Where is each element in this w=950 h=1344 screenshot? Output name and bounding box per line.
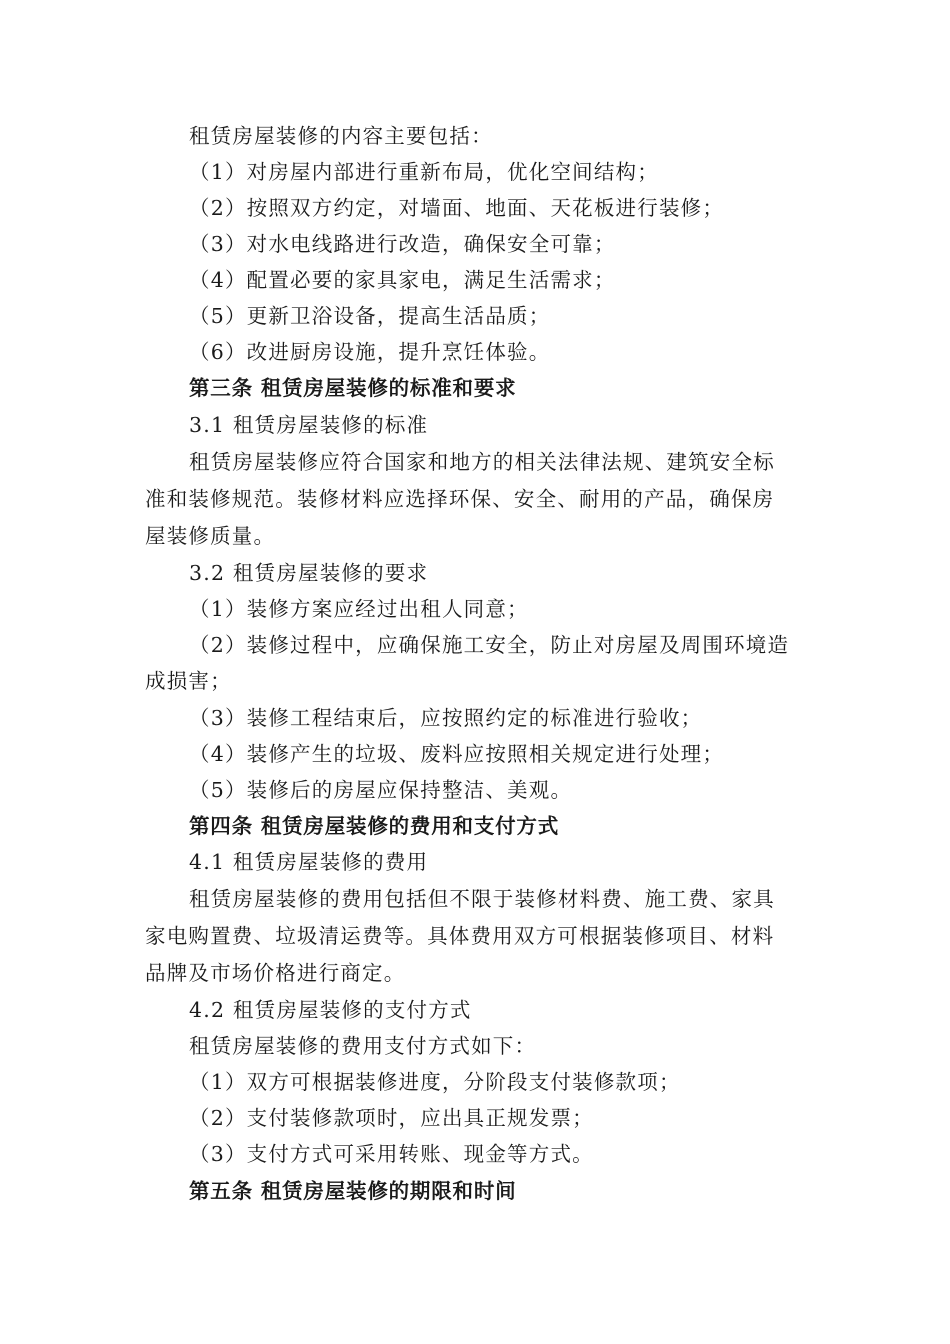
payment-item-3: （3）支付方式可采用转账、现金等方式。 [189,1142,594,1166]
content-item-2: （2）按照双方约定，对墙面、地面、天花板进行装修； [189,196,725,220]
section-3-1-line-1: 租赁房屋装修应符合国家和地方的相关法律法规、建筑安全标 [189,450,775,474]
section-4-1-line-3: 品牌及市场价格进行商定。 [145,961,406,985]
requirement-item-4: （4）装修产生的垃圾、废料应按照相关规定进行处理； [189,742,725,766]
section-3-2-title: 3.2 租赁房屋装修的要求 [189,561,429,585]
content-intro: 租赁房屋装修的内容主要包括： [189,124,493,148]
content-item-5: （5）更新卫浴设备，提高生活品质； [189,304,551,328]
content-item-1: （1）对房屋内部进行重新布局，优化空间结构； [189,160,659,184]
article4-heading: 第四条 租赁房屋装修的费用和支付方式 [189,814,560,838]
requirement-item-2-cont: 成损害； [145,669,232,693]
requirement-item-1: （1）装修方案应经过出租人同意； [189,597,529,621]
section-4-2-title: 4.2 租赁房屋装修的支付方式 [189,998,472,1022]
requirement-item-5: （5）装修后的房屋应保持整洁、美观。 [189,778,573,802]
section-4-1-line-1: 租赁房屋装修的费用包括但不限于装修材料费、施工费、家具 [189,887,775,911]
requirement-item-3: （3）装修工程结束后，应按照约定的标准进行验收； [189,706,703,730]
content-item-4: （4）配置必要的家具家电，满足生活需求； [189,268,616,292]
requirement-item-2: （2）装修过程中，应确保施工安全，防止对房屋及周围环境造 [189,633,790,657]
section-3-1-line-3: 屋装修质量。 [145,524,276,548]
section-4-1-line-2: 家电购置费、垃圾清运费等。具体费用双方可根据装修项目、材料 [145,924,775,948]
content-item-3: （3）对水电线路进行改造，确保安全可靠； [189,232,616,256]
section-4-1-title: 4.1 租赁房屋装修的费用 [189,850,429,874]
article3-heading: 第三条 租赁房屋装修的标准和要求 [189,376,517,400]
article5-heading: 第五条 租赁房屋装修的期限和时间 [189,1179,517,1203]
payment-intro: 租赁房屋装修的费用支付方式如下： [189,1034,537,1058]
payment-item-2: （2）支付装修款项时，应出具正规发票； [189,1106,594,1130]
content-item-6: （6）改进厨房设施，提升烹饪体验。 [189,340,551,364]
section-3-1-line-2: 准和装修规范。装修材料应选择环保、安全、耐用的产品，确保房 [145,487,775,511]
section-3-1-title: 3.1 租赁房屋装修的标准 [189,413,429,437]
payment-item-1: （1）双方可根据装修进度，分阶段支付装修款项； [189,1070,681,1094]
